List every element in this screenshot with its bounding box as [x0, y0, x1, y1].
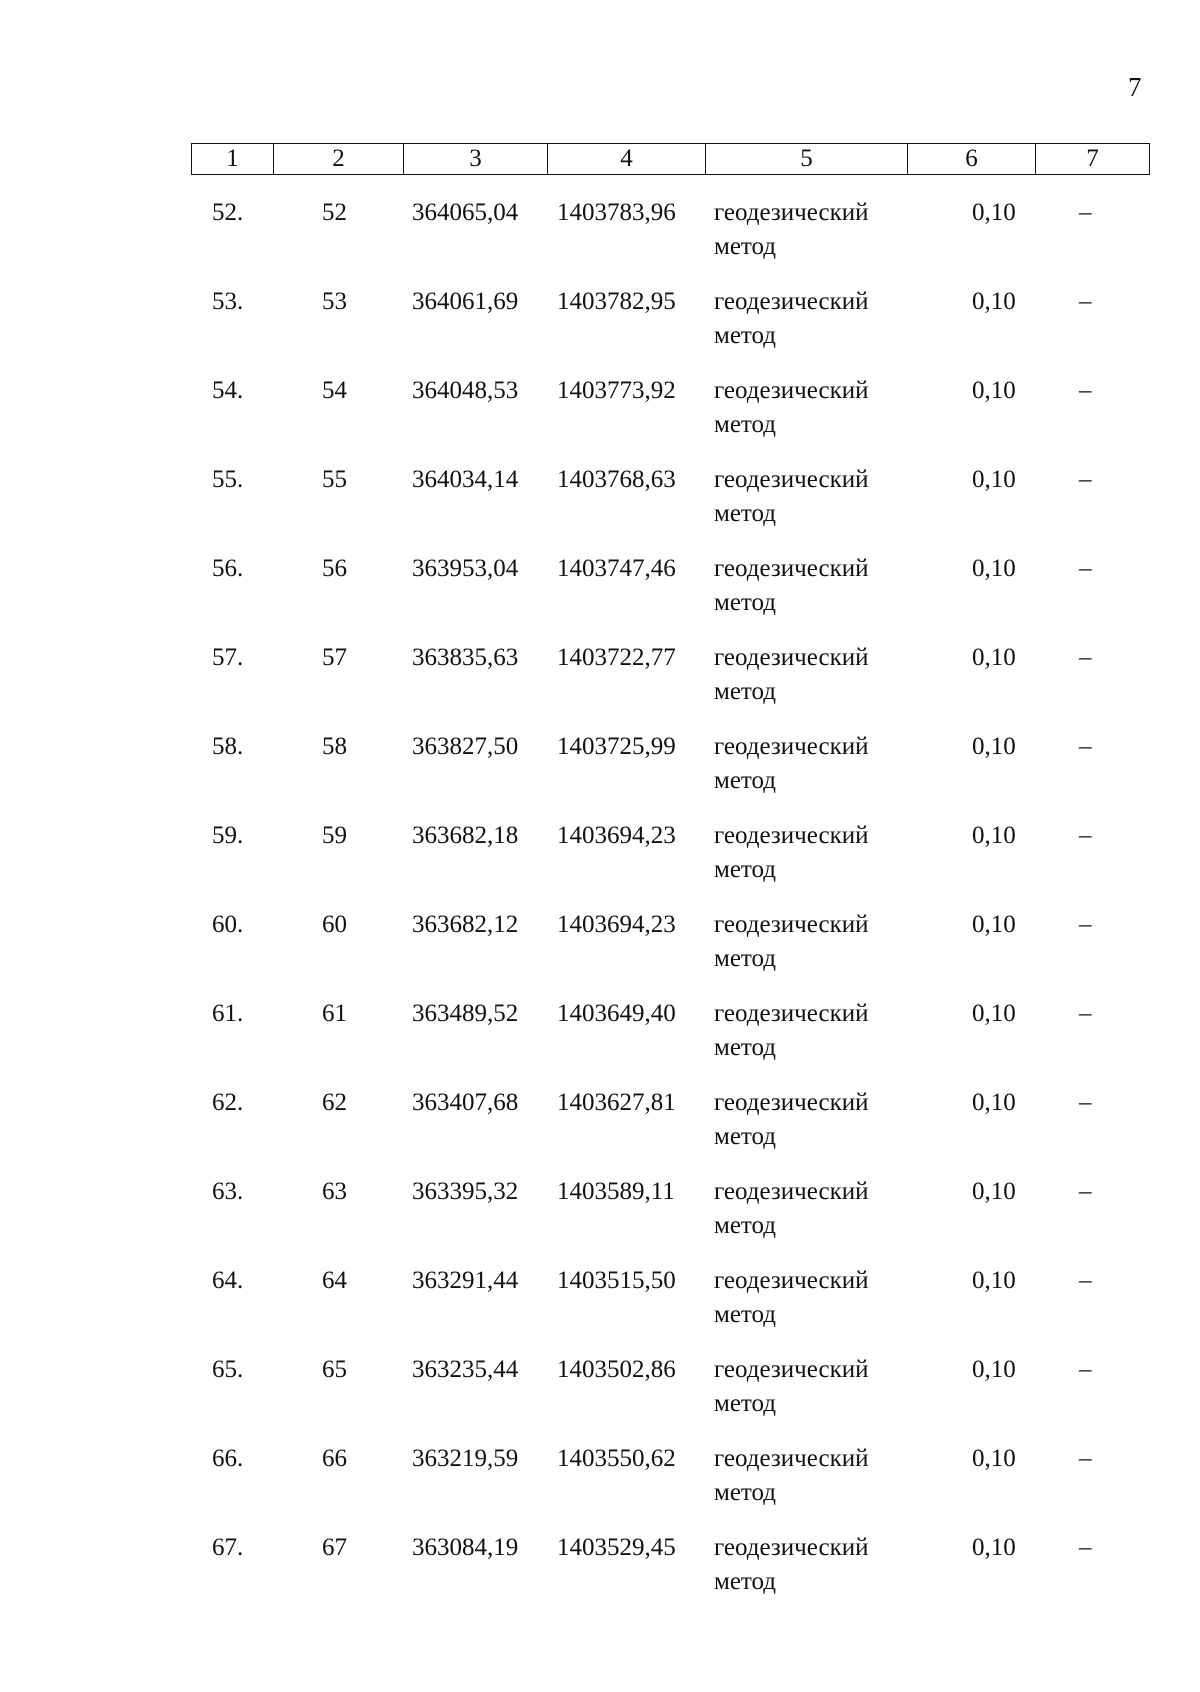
- row-number-cell: 57.: [212, 644, 244, 671]
- accuracy-cell: 0,10: [972, 466, 1016, 493]
- method-line-1: геодезический: [714, 1445, 869, 1472]
- note-cell: –: [1079, 1000, 1092, 1027]
- method-line-2: метод: [714, 1212, 777, 1239]
- y-coordinate-cell: 1403550,62: [557, 1445, 676, 1472]
- column-header-3: 3: [404, 144, 548, 175]
- note-cell: –: [1079, 1356, 1092, 1383]
- method-cell: [714, 1086, 868, 1154]
- table-row: [0, 196, 1200, 285]
- note-cell: –: [1079, 466, 1092, 493]
- row-number-cell: 59.: [212, 822, 244, 849]
- point-id-cell: 59: [322, 822, 347, 849]
- table-row: [0, 1086, 1200, 1175]
- method-line-1: геодезический: [714, 1089, 869, 1116]
- column-header-6: 6: [908, 144, 1036, 175]
- method-line-1: геодезический: [714, 644, 869, 671]
- column-header-1: 1: [192, 144, 274, 175]
- note-cell: –: [1079, 911, 1092, 938]
- method-line-2: метод: [714, 767, 777, 794]
- method-cell: [714, 1531, 868, 1599]
- table-row: [0, 552, 1200, 641]
- method-cell: [714, 908, 868, 976]
- column-header-2: 2: [274, 144, 404, 175]
- table-row: [0, 908, 1200, 997]
- row-number-cell: 62.: [212, 1089, 244, 1116]
- table-row: [0, 374, 1200, 463]
- method-cell: [714, 1175, 868, 1243]
- point-id-cell: 67: [322, 1534, 347, 1561]
- point-id-cell: 66: [322, 1445, 347, 1472]
- x-coordinate-cell: 363827,50: [412, 733, 519, 760]
- note-cell: –: [1079, 555, 1092, 582]
- accuracy-cell: 0,10: [972, 733, 1016, 760]
- y-coordinate-cell: 1403589,11: [557, 1178, 675, 1205]
- table-row: [0, 730, 1200, 819]
- point-id-cell: 60: [322, 911, 347, 938]
- accuracy-cell: 0,10: [972, 1534, 1016, 1561]
- note-cell: –: [1079, 733, 1092, 760]
- method-line-1: геодезический: [714, 555, 869, 582]
- method-line-2: метод: [714, 589, 777, 616]
- note-cell: –: [1079, 1267, 1092, 1294]
- method-cell: [714, 1264, 868, 1332]
- method-line-2: метод: [714, 1390, 777, 1417]
- accuracy-cell: 0,10: [972, 1178, 1016, 1205]
- column-header-row: [192, 144, 1150, 175]
- point-id-cell: 57: [322, 644, 347, 671]
- x-coordinate-cell: 363407,68: [412, 1089, 519, 1116]
- y-coordinate-cell: 1403725,99: [557, 733, 676, 760]
- note-cell: –: [1079, 644, 1092, 671]
- method-line-1: геодезический: [714, 1534, 869, 1561]
- x-coordinate-cell: 363682,12: [412, 911, 519, 938]
- y-coordinate-cell: 1403768,63: [557, 466, 676, 493]
- method-cell: [714, 641, 868, 709]
- method-line-1: геодезический: [714, 1000, 869, 1027]
- point-id-cell: 64: [322, 1267, 347, 1294]
- coordinates-table-body: [0, 196, 1200, 1620]
- x-coordinate-cell: 363489,52: [412, 1000, 519, 1027]
- point-id-cell: 61: [322, 1000, 347, 1027]
- method-line-1: геодезический: [714, 466, 869, 493]
- note-cell: –: [1079, 1089, 1092, 1116]
- method-line-2: метод: [714, 1034, 777, 1061]
- accuracy-cell: 0,10: [972, 199, 1016, 226]
- y-coordinate-cell: 1403694,23: [557, 911, 676, 938]
- accuracy-cell: 0,10: [972, 1089, 1016, 1116]
- note-cell: –: [1079, 377, 1092, 404]
- x-coordinate-cell: 364065,04: [412, 199, 519, 226]
- y-coordinate-cell: 1403529,45: [557, 1534, 676, 1561]
- point-id-cell: 53: [322, 288, 347, 315]
- y-coordinate-cell: 1403649,40: [557, 1000, 676, 1027]
- point-id-cell: 52: [322, 199, 347, 226]
- table-row: [0, 997, 1200, 1086]
- method-cell: [714, 196, 868, 264]
- x-coordinate-cell: 363291,44: [412, 1267, 519, 1294]
- point-id-cell: 63: [322, 1178, 347, 1205]
- row-number-cell: 54.: [212, 377, 244, 404]
- method-cell: [714, 285, 868, 353]
- x-coordinate-cell: 363235,44: [412, 1356, 519, 1383]
- y-coordinate-cell: 1403747,46: [557, 555, 676, 582]
- point-id-cell: 54: [322, 377, 347, 404]
- method-line-1: геодезический: [714, 199, 869, 226]
- accuracy-cell: 0,10: [972, 377, 1016, 404]
- column-header-4: 4: [548, 144, 706, 175]
- method-line-2: метод: [714, 1301, 777, 1328]
- point-id-cell: 55: [322, 466, 347, 493]
- method-cell: [714, 1442, 868, 1510]
- accuracy-cell: 0,10: [972, 1356, 1016, 1383]
- method-line-2: метод: [714, 856, 777, 883]
- method-line-1: геодезический: [714, 733, 869, 760]
- point-id-cell: 62: [322, 1089, 347, 1116]
- row-number-cell: 55.: [212, 466, 244, 493]
- method-line-1: геодезический: [714, 1178, 869, 1205]
- row-number-cell: 63.: [212, 1178, 244, 1205]
- row-number-cell: 66.: [212, 1445, 244, 1472]
- table-row: [0, 1353, 1200, 1442]
- x-coordinate-cell: 364061,69: [412, 288, 519, 315]
- row-number-cell: 56.: [212, 555, 244, 582]
- method-cell: [714, 552, 868, 620]
- column-header-7: 7: [1036, 144, 1150, 175]
- x-coordinate-cell: 363219,59: [412, 1445, 519, 1472]
- x-coordinate-cell: 364048,53: [412, 377, 519, 404]
- accuracy-cell: 0,10: [972, 911, 1016, 938]
- method-line-2: метод: [714, 678, 777, 705]
- accuracy-cell: 0,10: [972, 1445, 1016, 1472]
- y-coordinate-cell: 1403515,50: [557, 1267, 676, 1294]
- method-line-1: геодезический: [714, 1356, 869, 1383]
- method-line-2: метод: [714, 1568, 777, 1595]
- note-cell: –: [1079, 288, 1092, 315]
- row-number-cell: 58.: [212, 733, 244, 760]
- accuracy-cell: 0,10: [972, 555, 1016, 582]
- accuracy-cell: 0,10: [972, 822, 1016, 849]
- accuracy-cell: 0,10: [972, 644, 1016, 671]
- method-line-1: геодезический: [714, 1267, 869, 1294]
- method-line-2: метод: [714, 945, 777, 972]
- accuracy-cell: 0,10: [972, 1267, 1016, 1294]
- method-line-2: метод: [714, 1479, 777, 1506]
- point-id-cell: 58: [322, 733, 347, 760]
- table-row: [0, 1175, 1200, 1264]
- method-line-2: метод: [714, 411, 777, 438]
- method-cell: [714, 1353, 868, 1421]
- table-row: [0, 641, 1200, 730]
- table-row: [0, 1264, 1200, 1353]
- accuracy-cell: 0,10: [972, 288, 1016, 315]
- row-number-cell: 64.: [212, 1267, 244, 1294]
- note-cell: –: [1079, 1445, 1092, 1472]
- row-number-cell: 61.: [212, 1000, 244, 1027]
- method-line-2: метод: [714, 322, 777, 349]
- x-coordinate-cell: 363953,04: [412, 555, 519, 582]
- method-line-1: геодезический: [714, 822, 869, 849]
- x-coordinate-cell: 363395,32: [412, 1178, 519, 1205]
- method-line-2: метод: [714, 500, 777, 527]
- y-coordinate-cell: 1403694,23: [557, 822, 676, 849]
- note-cell: –: [1079, 199, 1092, 226]
- note-cell: –: [1079, 822, 1092, 849]
- row-number-cell: 60.: [212, 911, 244, 938]
- row-number-cell: 65.: [212, 1356, 244, 1383]
- page-number: 7: [1128, 72, 1142, 102]
- x-coordinate-cell: 364034,14: [412, 466, 519, 493]
- method-line-1: геодезический: [714, 288, 869, 315]
- point-id-cell: 65: [322, 1356, 347, 1383]
- row-number-cell: 67.: [212, 1534, 244, 1561]
- x-coordinate-cell: 363682,18: [412, 822, 519, 849]
- method-line-2: метод: [714, 233, 777, 260]
- x-coordinate-cell: 363835,63: [412, 644, 519, 671]
- method-line-1: геодезический: [714, 377, 869, 404]
- y-coordinate-cell: 1403773,92: [557, 377, 676, 404]
- point-id-cell: 56: [322, 555, 347, 582]
- method-cell: [714, 374, 868, 442]
- row-number-cell: 52.: [212, 199, 244, 226]
- note-cell: –: [1079, 1534, 1092, 1561]
- method-line-1: геодезический: [714, 911, 869, 938]
- table-row: [0, 285, 1200, 374]
- y-coordinate-cell: 1403627,81: [557, 1089, 676, 1116]
- method-line-2: метод: [714, 1123, 777, 1150]
- table-row: [0, 1442, 1200, 1531]
- note-cell: –: [1079, 1178, 1092, 1205]
- method-cell: [714, 463, 868, 531]
- y-coordinate-cell: 1403502,86: [557, 1356, 676, 1383]
- row-number-cell: 53.: [212, 288, 244, 315]
- y-coordinate-cell: 1403783,96: [557, 199, 676, 226]
- y-coordinate-cell: 1403782,95: [557, 288, 676, 315]
- table-row: [0, 1531, 1200, 1620]
- method-cell: [714, 997, 868, 1065]
- y-coordinate-cell: 1403722,77: [557, 644, 676, 671]
- column-header-table: [191, 143, 1150, 175]
- column-header-5: 5: [706, 144, 908, 175]
- table-row: [0, 463, 1200, 552]
- method-cell: [714, 819, 868, 887]
- method-cell: [714, 730, 868, 798]
- x-coordinate-cell: 363084,19: [412, 1534, 519, 1561]
- accuracy-cell: 0,10: [972, 1000, 1016, 1027]
- table-row: [0, 819, 1200, 908]
